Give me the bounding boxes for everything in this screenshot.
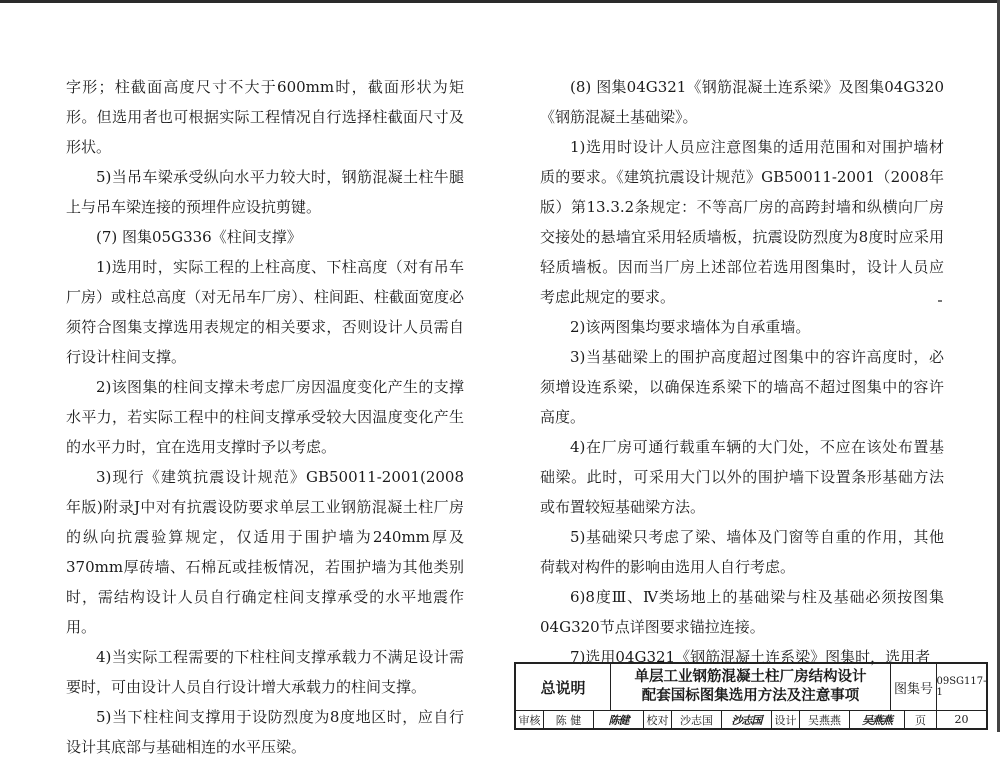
title-block-main-row <box>516 664 986 711</box>
design-label: 设计 <box>772 711 800 728</box>
paragraph: 5)当下柱柱间支撑用于设防烈度为8度地区时，应自行设计其底部与基础相连的水平压梁。 <box>66 708 464 756</box>
paragraph: 3)当基础梁上的围护高度超过图集中的容许高度时，必须增设连系梁，以确保连系梁下的墙高不超过图集中的容许高度。 <box>540 348 944 426</box>
section-heading: (8) 图集04G321《钢筋混凝土连系梁》及图集04G320《钢筋混凝土基础梁》。 <box>540 78 944 126</box>
title-block <box>514 662 988 730</box>
page-label: 页 <box>905 711 937 728</box>
drawing-title-line2: 配套国标图集选用方法及注意事项 <box>641 688 860 704</box>
atlas-number-label: 图集号 <box>891 664 937 710</box>
paragraph: 1)选用时，实际工程的上柱高度、下柱高度（对有吊车厂房）或柱总高度（对无吊车厂房）、柱间距、柱截面宽度必须符合图集支撑选用表规定的相关要求，否则设计人员需自行设计柱间支撑。 <box>66 258 464 366</box>
paragraph: 7)选用04G321《钢筋混凝土连系梁》图集时，选用者 <box>570 648 931 666</box>
checker-signature: 沙志国 <box>722 711 772 728</box>
page-number: 20 <box>954 713 969 726</box>
paragraph: 字形；柱截面高度尺寸不大于600mm时，截面形状为矩形。但选用者也可根据实际工程情况自行选择柱截面尺寸及形状。 <box>66 78 464 156</box>
designer-signature: 吴燕燕 <box>850 711 905 728</box>
designer-name: 吴燕燕 <box>800 711 850 728</box>
title-block-signature-row <box>516 711 986 728</box>
paragraph: 2)该图集的柱间支撑未考虑厂房因温度变化产生的支撑水平力，若实际工程中的柱间支撑承受较大因温度变化产生的水平力时，宜在选用支撑时予以考虑。 <box>66 378 464 456</box>
paragraph: 5)当吊车梁承受纵向水平力较大时，钢筋混凝土柱牛腿上与吊车梁连接的预埋件应设抗剪键。 <box>66 168 464 216</box>
atlas-number: 09SG117-1 <box>936 676 987 698</box>
left-text-column <box>66 72 464 762</box>
review-label: 审核 <box>516 711 544 728</box>
checker-name: 沙志国 <box>672 711 722 728</box>
section-heading: (7) 图集05G336《柱间支撑》 <box>96 228 302 246</box>
paragraph: 5)基础梁只考虑了梁、墙体及门窗等自重的作用，其他荷载对构件的影响由选用人自行考虑。 <box>540 528 944 576</box>
paragraph: 1)选用时设计人员应注意图集的适用范围和对围护墙材质的要求。《建筑抗震设计规范》GB50011-2001（2008年版）第13.3.2条规定：不等高厂房的高跨封墙和纵横向厂房交接处的悬墙宜采用轻质墙板，抗震设防烈度为8度时应采用轻质墙板。因而当厂房上述部位若选用图集时，设计人员应考虑此规定的要求。 <box>540 138 944 306</box>
paragraph: 4)在厂房可通行载重车辆的大门处，不应在该处布置基础梁。此时，可采用大门以外的围护墙下设置条形基础方法或布置较短基础梁方法。 <box>540 438 944 516</box>
paragraph: 3)现行《建筑抗震设计规范》GB50011-2001(2008年版)附录J中对有抗震设防要求单层工业钢筋混凝土柱厂房的纵向抗震验算规定，仅适用于围护墙为240mm厚及370mm厚砖墙、石棉瓦或挂板情况，若围护墙为其他类别时，需结构设计人员自行确定柱间支撑承受的水平地震作用。 <box>66 468 464 636</box>
paragraph: 4)当实际工程需要的下柱柱间支撑承载力不满足设计需要时，可由设计人员自行设计增大承载力的柱间支撑。 <box>66 648 464 696</box>
drawing-label: 总说明 <box>516 664 611 710</box>
right-text-column <box>540 72 944 672</box>
paragraph: 2)该两图集均要求墙体为自承重墙。 <box>570 318 811 336</box>
reviewer-name: 陈 健 <box>544 711 594 728</box>
page-top-border <box>0 0 1000 3</box>
reviewer-signature: 陈健 <box>594 711 644 728</box>
check-label: 校对 <box>644 711 672 728</box>
drawing-title <box>611 664 891 710</box>
paragraph: 6)8度Ⅲ、Ⅳ类场地上的基础梁与柱及基础必须按图集04G320节点详图要求锚拉连接。 <box>540 588 944 636</box>
drawing-title-line1: 单层工业钢筋混凝土柱厂房结构设计 <box>634 669 867 685</box>
